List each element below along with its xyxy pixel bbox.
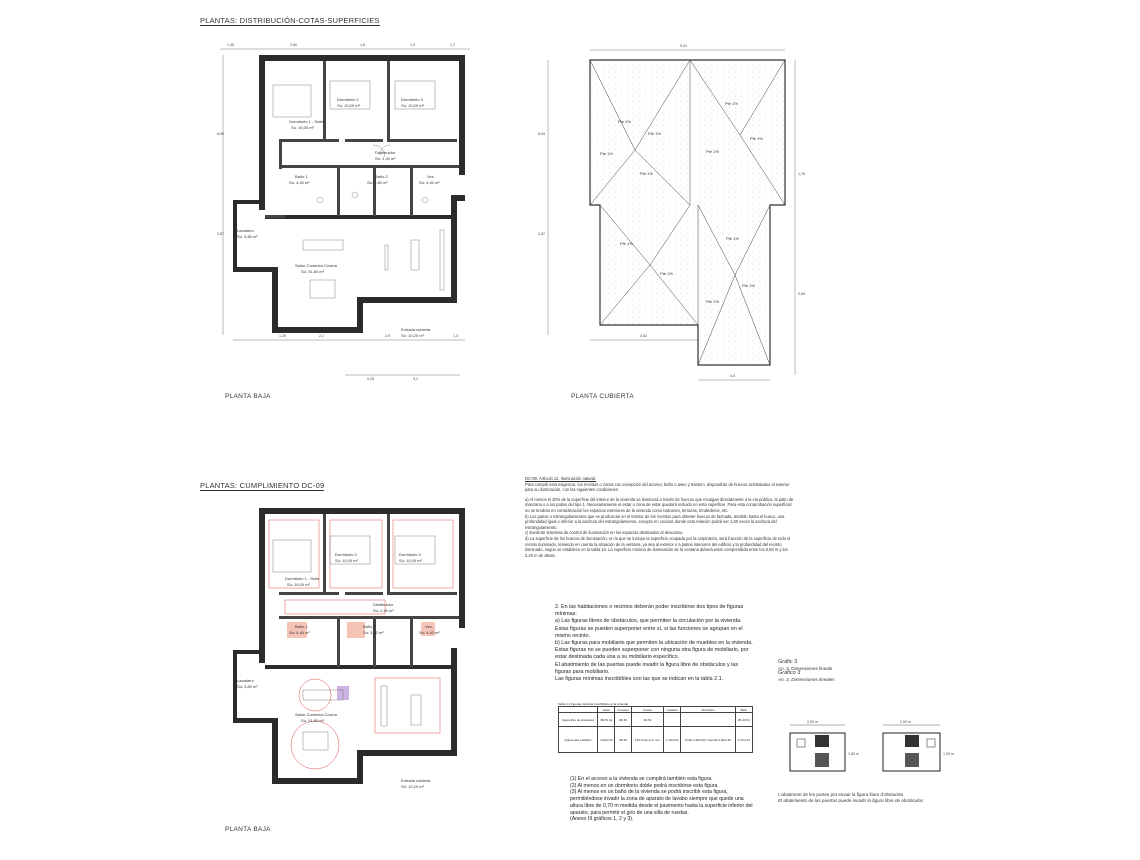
- dim-side-1: 6,90: [217, 132, 224, 136]
- regulation-heading: DC-09. Artículo 12. Iluminación natural.: [525, 476, 597, 481]
- roof-dim-side-1: 6,94: [538, 132, 545, 136]
- top-dims: [227, 43, 455, 47]
- roof-dim-bot-2: 4,4: [730, 374, 735, 378]
- room-ves-area: Sú: 4,40 m²: [419, 180, 440, 185]
- graphic-caption-1: L'abatiment de les portes pot envair la figura lliure d'obstacles: [778, 792, 904, 797]
- interior-walls-2: [279, 514, 459, 667]
- room2-bano1: Baño 1: [295, 624, 308, 629]
- slope-12: Pte 1%: [706, 299, 719, 304]
- table-row: [559, 713, 753, 727]
- slope-8: Pte 1%: [620, 241, 633, 246]
- room2-dorm3-area: Sú: 10,00 m²: [399, 558, 422, 563]
- note-3: (3) Al menos en un baño de la vivienda se podrá inscribir esta figura, permitiéndose invadir la zona de aparato de lavabo siempre que quede una altura libre de 0,70 m medida desde el pavimento hasta la superficie inferior del aparato, para permitir el giro de una silla de ruedas.: [570, 789, 753, 816]
- dim-bot-2: 2,1: [319, 334, 324, 338]
- table-cell: Ø2,50: [615, 713, 631, 727]
- graphic-labels: [778, 660, 835, 682]
- table-cell: [681, 713, 735, 727]
- slope-6: Pte 1%: [750, 136, 763, 141]
- slope-4: Pte 1%: [640, 171, 653, 176]
- table-cell: [664, 713, 681, 727]
- dim-top-2: 2,60: [290, 43, 297, 47]
- table-cell: 1,10x0,90: [664, 727, 681, 753]
- room2-bano2-area: Sú: 3,60 m²: [363, 630, 384, 635]
- room-dorm1-area: Sú: 16,00 m²: [291, 125, 314, 130]
- accessibility-graphics: [785, 715, 960, 785]
- room-dorm2: Dormitorio 2: [337, 97, 359, 102]
- roof-dim-top: 9,31: [680, 44, 687, 48]
- room-salon-area: Sú: 31,80 m²: [301, 269, 324, 274]
- room-dorm2-area: Sú: 10,00 m²: [337, 103, 360, 108]
- floor-plan-distribucion: [215, 35, 490, 385]
- room-salon: Salón-Comedor-Cocina: [295, 263, 337, 268]
- roof-outline: [590, 60, 785, 365]
- compliance-figures: [269, 520, 453, 769]
- bath-graphic-1: [790, 733, 845, 771]
- bath-graphic-2: [883, 733, 940, 771]
- table-header: Baño: [735, 707, 752, 713]
- table-cell: Ø2,50 (a): [598, 713, 615, 727]
- room2-dorm3: Dormitorio 3: [399, 552, 421, 557]
- slope-5: Pte 1%: [725, 101, 738, 106]
- plan-label-planta-baja-2: PLANTA BAJA: [225, 826, 271, 833]
- regulation-item-a: a) Al menos el 30% de la superficie útil interior de la vivienda se iluminará a través de huecos que recaigan directamente a la vía pública, al patio de manzana o a los patios del tipo 1. Necesariamente el estar o zona de estar quedará incluido en esta superficie. Para esta comprobación superficial no se tendrán en consideración los espacios exteriores de la vivienda como balcones, terrazas, tendederos, etc.: [525, 496, 794, 513]
- figures-line-1: 2. En las habitaciones o recintos deberán poder inscribirse dos tipos de figuras mínimas:: [555, 604, 744, 618]
- floor-plan-cumplimiento: [215, 500, 490, 820]
- dim-bot-3: 2,9: [385, 334, 390, 338]
- dim-bot2-2: 3,1: [413, 377, 418, 381]
- dim-top-5: 1,7: [450, 43, 455, 47]
- room2-salon-area: Sú: 31,80 m²: [301, 718, 324, 723]
- table-header: Comedor: [615, 707, 631, 713]
- note-4: (Anexo III gráficos 1, 2 y 3).: [570, 816, 634, 823]
- graphic-captions: [778, 792, 958, 803]
- room2-distrib: Distribuidor: [373, 602, 394, 607]
- table-header: Lavadero: [664, 707, 681, 713]
- note-1: (1) En el acceso a la vivienda se cumplirá también esta figura.: [570, 776, 713, 782]
- roof-dim-side-3: 1,76: [798, 172, 805, 176]
- table-row: [559, 727, 753, 753]
- plan-label-planta-baja-1: PLANTA BAJA: [225, 393, 271, 400]
- table-cell: Ø2,50: [615, 727, 631, 753]
- room-lavadero-area: Sú: 3,80 m²: [237, 234, 258, 239]
- room-lavadero: Lavadero: [237, 228, 254, 233]
- room2-ves: Ves.: [425, 624, 433, 629]
- room2-dorm2: Dormitorio 2: [335, 552, 357, 557]
- slope-10: Pte 1%: [726, 236, 739, 241]
- graphic-dim-d: 1,20 m: [943, 752, 954, 756]
- roof-plan: [530, 35, 810, 385]
- room2-bano1-area: Sú: 4,40 m²: [289, 630, 310, 635]
- slope-11: Pte 1%: [742, 283, 755, 288]
- room2-dorm2-area: Sú: 10,00 m²: [335, 558, 358, 563]
- room-distrib-area: Sú: 2,40 m²: [375, 156, 396, 161]
- dim-bot2-1: 0,25: [367, 377, 374, 381]
- room-bano1: Baño 1: [295, 174, 308, 179]
- room-entrada-area: Sú: 10,20 m²: [401, 333, 424, 338]
- regulation-item-c: c) Existirán sistemas de control de iluminación en los espacios destinados al descanso.: [525, 530, 684, 536]
- plan-label-planta-cubierta: PLANTA CUBIERTA: [571, 393, 635, 400]
- roof-dim-side-4: 2,84: [798, 292, 805, 296]
- room-bano1-area: Sú: 4,40 m²: [289, 180, 310, 185]
- room-dorm3: Dormitorio 3: [401, 97, 423, 102]
- table-header: Dormitorio: [681, 707, 735, 713]
- bottom-dims: [279, 334, 458, 338]
- table-cell: Ø1,50: [631, 713, 663, 727]
- graphic-sub-1: An. 3. Dimensiones lineals: [778, 665, 833, 671]
- dim-bot-1: 1,25: [279, 334, 286, 338]
- table-caption: Tabla 2.1 Figuras mínimas inscribibles en la vivienda: [558, 702, 629, 706]
- sheet-title-cumplimiento: PLANTAS: CUMPLIMIENTO DC-09: [200, 481, 325, 490]
- regulation-item-d: d) La superficie de los huecos de iluminación, en la que se incluye la superficie ocupada por la carpintería, será fracción de la superficie de todo el recinto iluminado, teniendo en cuenta la situación de la ventana, ya sea al exterior o a patios interiores del edificio y la profundidad del recinto iluminado, según se establece en la tabla 13. La superficie mínima de iluminación de la ventana deberá estar comprendida entre los 0,50 m y los 2,20 m de altura.: [525, 535, 791, 558]
- slope-7: Pte 1%: [706, 149, 719, 154]
- table-header: Cocina: [631, 707, 663, 713]
- graphic-label-1: Gráfic 3: [778, 659, 798, 665]
- note-2: (2) Al menos en un dormitorio doble podrá inscribirse esta figura.: [570, 782, 719, 789]
- room2-bano2: Baño 2: [363, 624, 376, 629]
- walls-2: [233, 508, 465, 784]
- dim-bot-4: 1,3: [453, 334, 458, 338]
- regulation-text-block: [525, 476, 795, 558]
- graphic-dim-b: 2,00 m: [900, 720, 911, 724]
- room-bano2: Baño 2: [375, 174, 388, 179]
- room-ves: Ves.: [427, 174, 435, 179]
- graphic-dim-a: 2,00 m: [807, 720, 818, 724]
- slope-2: Pte 1%: [648, 131, 661, 136]
- table-header: Estar: [598, 707, 615, 713]
- table-cell: 0,70x1,20: [735, 727, 752, 753]
- figures-line-5: Las figuras mínimas inscribibles son las que se indican en la tabla 2.1.: [555, 676, 724, 683]
- figures-line-2: a) Las figuras libres de obstáculos, que permiten la circulación por la vivienda. Estas figuras se pueden superponer entre sí, si las funciones se agrupan en el mismo recinto.: [555, 618, 743, 639]
- room2-lavadero: Lavadero: [237, 678, 254, 683]
- table-cell: Figura libre de obstáculos: [559, 713, 598, 727]
- slope-3: Pte 1%: [600, 151, 613, 156]
- room2-dorm1: Dormitorio 1 - Suite: [285, 576, 320, 581]
- table-cell: 3,20x3,20: [598, 727, 615, 753]
- dim-top-1: 1,45: [227, 43, 234, 47]
- room2-lavadero-area: Sú: 3,80 m²: [237, 684, 258, 689]
- room-dorm1: Dormitorio 1 - Suite: [289, 119, 324, 124]
- figures-line-4: El abatimiento de las puertas puede invadir la figura libre de obstáculos y las figuras para mobiliario.: [555, 661, 739, 675]
- roof-dim-bot-1: 4,52: [640, 334, 647, 338]
- sheet-title-distribucion: PLANTAS: DISTRIBUCIÓN-COTAS-SUPERFICIES: [200, 16, 380, 25]
- room-entrada: Entrada cubierta: [401, 327, 431, 332]
- figures-text-block: [555, 604, 755, 683]
- room2-dorm1-area: Sú: 16,00 m²: [287, 582, 310, 587]
- interior-walls: [265, 61, 459, 218]
- regulation-item-b: b) Los patios o estrangulamientos que se produzcan en el interior de los recintos para obtener huecos de fachada, tendrán hasta el hueco, una profundidad igual o inferior a la anchura del estrangulamiento, excepto en cocinas donde esta relación podrá ser 1,50 veces la anchura del estrangulamiento.: [525, 513, 785, 530]
- room2-ves-area: Sú: 4,40 m²: [419, 630, 440, 635]
- dim-side-2: 2,87: [217, 232, 224, 236]
- room2-salon: Salón-Comedor-Cocina: [295, 712, 337, 717]
- room2-entrada-area: Sú: 10,20 m²: [401, 784, 424, 789]
- room2-distrib-area: Sú: 2,40 m²: [373, 608, 394, 613]
- figures-line-3: b) Las figuras para mobiliario que permiten la ubicación de muebles en la vivienda. Estas figuras no se pueden superponer con ninguna otra figura de mobiliario, por estar destinada cada una a su mobiliario específico.: [555, 640, 753, 661]
- minimum-figures-table: [558, 702, 753, 753]
- room-distrib: Distribuidor: [375, 150, 396, 155]
- regulation-intro: Para cumplir esta exigencia, los recintos o zonas con excepción del acceso, baño o aseo y trastero, dispondrán de huecos acristalados al exterior para su iluminación, con las siguientes condiciones:: [525, 481, 790, 493]
- graphic-dim-c: 1,50 m: [848, 752, 859, 756]
- table-cell: Ø1,20 (b): [735, 713, 752, 727]
- graphic-label-2: Gráfico 3: [778, 670, 801, 676]
- roof-dim-side-2: 2,87: [538, 232, 545, 236]
- notes-text-block: [570, 776, 755, 823]
- slope-9: Pte 1%: [660, 271, 673, 276]
- room-bano2-area: Sú: 3,60 m²: [367, 180, 388, 185]
- dim-top-3: 1,8: [360, 43, 365, 47]
- slope-1: Pte 1%: [618, 119, 631, 124]
- table-cell: Figura para mobiliario: [559, 727, 598, 753]
- graphic-sub-2: An. 3. Dimensiones lineales: [778, 676, 835, 682]
- graphic-caption-2: El abatimiento de las puertas puede invadir la figura libre de obstáculos: [778, 797, 924, 803]
- table-cell: Doble 2,60x2,60 / Sencillo 2,00x2,60: [681, 727, 735, 753]
- room2-entrada: Entrada cubierta: [401, 778, 431, 783]
- table-cell: 1,60 frente prof. mín.: [631, 727, 663, 753]
- room-dorm3-area: Sú: 10,00 m²: [401, 103, 424, 108]
- dim-top-4: 1,9: [410, 43, 415, 47]
